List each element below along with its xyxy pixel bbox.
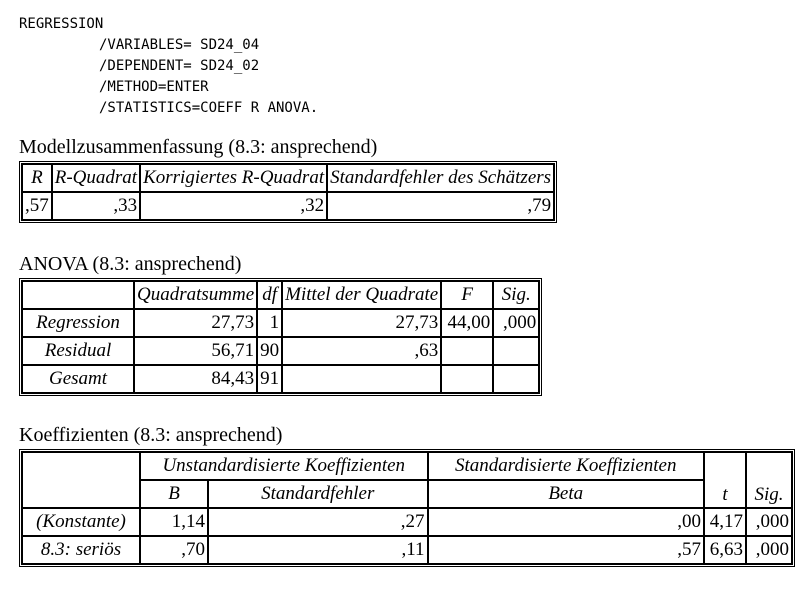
value-cell <box>493 337 539 365</box>
value-cell: ,11 <box>208 536 428 564</box>
value-cell: 84,43 <box>134 365 257 393</box>
value-cell: 27,73 <box>282 309 441 337</box>
value-cell <box>441 365 493 393</box>
syntax-line: /METHOD=ENTER <box>99 79 209 95</box>
row-label: Regression <box>22 309 134 337</box>
value-cell: 91 <box>257 365 282 393</box>
header-cell: Sig. <box>493 281 539 309</box>
header-cell: df <box>257 281 282 309</box>
syntax-line: /DEPENDENT= SD24_02 <box>99 58 260 74</box>
header-cell: Beta <box>428 480 705 508</box>
header-cell <box>22 281 134 309</box>
value-cell: 1 <box>257 309 282 337</box>
header-cell: Korrigiertes R-Quadrat <box>140 164 327 192</box>
anova-title: ANOVA (8.3: ansprechend) <box>19 253 242 275</box>
coefficients-title: Koeffizienten (8.3: ansprechend) <box>19 424 283 446</box>
value-cell: ,000 <box>493 309 539 337</box>
value-cell: 56,71 <box>134 337 257 365</box>
header-cell: t <box>704 452 746 508</box>
header-cell: Quadratsumme <box>134 281 257 309</box>
anova-table <box>19 278 542 396</box>
value-cell: ,00 <box>428 508 705 536</box>
header-cell: Mittel der Quadrate <box>282 281 441 309</box>
header-group-standardized: Standardisierte Koeffizienten <box>428 452 705 480</box>
corner-cell <box>22 452 140 508</box>
syntax-block <box>19 14 318 119</box>
model-summary-table <box>19 161 557 223</box>
value-cell: ,57 <box>428 536 705 564</box>
value-cell: ,63 <box>282 337 441 365</box>
row-label: (Konstante) <box>22 508 140 536</box>
header-cell: R <box>22 164 52 192</box>
syntax-command: REGRESSION <box>19 16 104 32</box>
value-cell: 27,73 <box>134 309 257 337</box>
row-label: 8.3: seriös <box>22 536 140 564</box>
header-cell: Standardfehler des Schätzers <box>327 164 554 192</box>
header-cell: R-Quadrat <box>52 164 140 192</box>
row-label: Gesamt <box>22 365 134 393</box>
header-group-unstandardized: Unstandardisierte Koeffizienten <box>140 452 428 480</box>
header-cell: B <box>140 480 208 508</box>
header-cell: Sig. <box>746 452 792 508</box>
value-cell: ,79 <box>327 192 554 220</box>
coefficients-table <box>19 449 795 567</box>
syntax-line: /STATISTICS=COEFF R ANOVA. <box>99 100 319 116</box>
value-cell: ,33 <box>52 192 140 220</box>
value-cell <box>282 365 441 393</box>
value-cell <box>493 365 539 393</box>
value-cell: 6,63 <box>704 536 746 564</box>
header-cell: Standardfehler <box>208 480 428 508</box>
value-cell: 4,17 <box>704 508 746 536</box>
model-summary-title: Modellzusammenfassung (8.3: ansprechend) <box>19 136 378 158</box>
syntax-line: /VARIABLES= SD24_04 <box>99 37 260 53</box>
header-cell: F <box>441 281 493 309</box>
value-cell: ,000 <box>746 508 792 536</box>
row-label: Residual <box>22 337 134 365</box>
value-cell: ,000 <box>746 536 792 564</box>
value-cell: 1,14 <box>140 508 208 536</box>
value-cell <box>441 337 493 365</box>
value-cell: 44,00 <box>441 309 493 337</box>
value-cell: 90 <box>257 337 282 365</box>
value-cell: ,57 <box>22 192 52 220</box>
value-cell: ,32 <box>140 192 327 220</box>
value-cell: ,27 <box>208 508 428 536</box>
value-cell: ,70 <box>140 536 208 564</box>
